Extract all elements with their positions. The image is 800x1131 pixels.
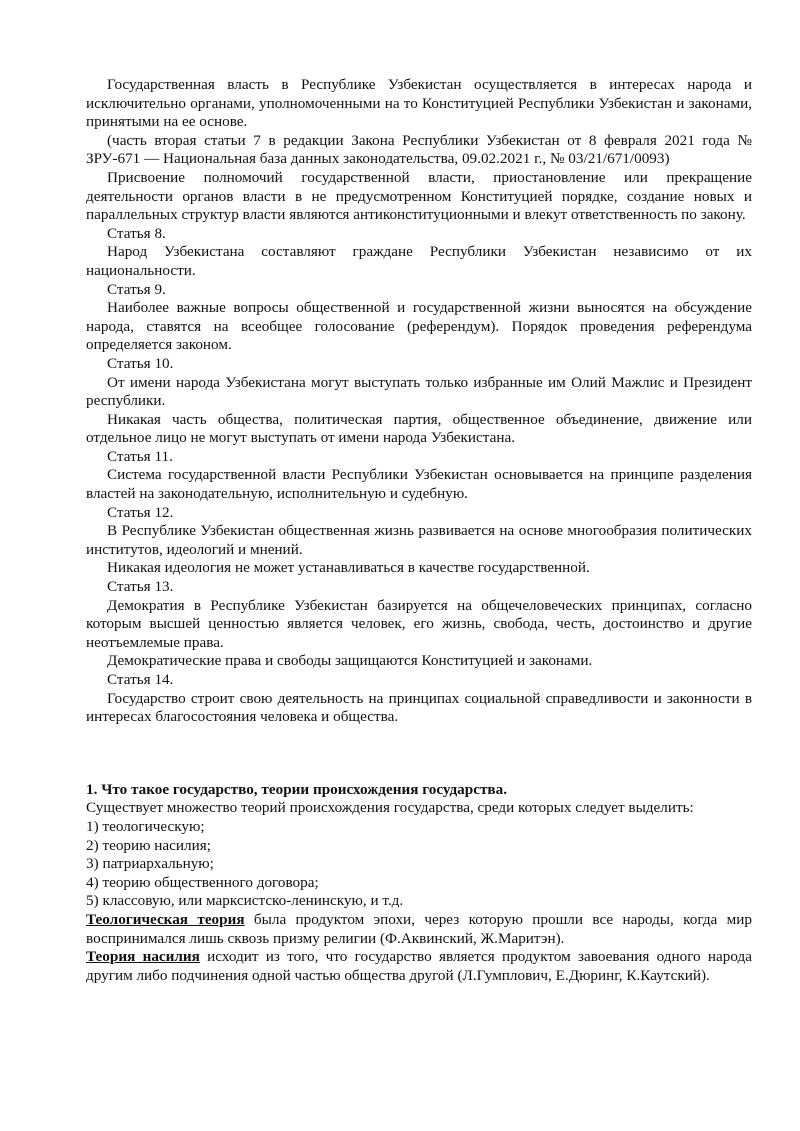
document-page	[86, 76, 752, 985]
paragraph: (часть вторая статьи 7 в редакции Закона Республики Узбекистан от 8 февраля 2021 года № ЗРУ-671 — Национальная база данных законодательства, 09.02.2021 г., № 03/21/671/0093)	[86, 131, 752, 168]
article-heading: Статья 10.	[107, 354, 174, 372]
paragraph: Народ Узбекистана составляют граждане Республики Узбекистан независимо от их национальности.	[86, 243, 752, 279]
list-item: 4) теорию общественного договора;	[86, 873, 319, 891]
article-heading: Статья 13.	[107, 578, 174, 596]
theology-paragraph	[86, 911, 752, 948]
list-item: 3) патриархальную;	[86, 855, 214, 873]
list-item: 2) теорию насилия;	[86, 836, 211, 854]
violence-paragraph	[86, 948, 752, 985]
paragraph: Наиболее важные вопросы общественной и государственной жизни выносятся на обсуждение народа, ставятся на всеобщее голосование (референдум). Порядок проведения референдума определяется законом.	[86, 299, 752, 354]
section-spacer	[86, 727, 752, 781]
paragraph: Никакая идеология не может устанавливаться в качестве государственной.	[107, 559, 590, 577]
section-intro: Существует множество теорий происхождения государства, среди которых следует выделить:	[86, 799, 694, 817]
paragraph: Государство строит свою деятельность на принципах социальной справедливости и законности в интересах благосостояния человека и общества.	[86, 689, 752, 726]
paragraph: Демократия в Республике Узбекистан базируется на общечеловеческих принципах, согласно которым высшей ценностью является человек, его жизнь, свобода, честь, достоинство и другие неотъемлемые права.	[86, 596, 752, 651]
paragraph: Присвоение полномочий государственной власти, приостановление или прекращение деятельности органов власти в не предусмотренном Конституцией порядке, создание новых и параллельных структур власти являются антиконституционными и влекут ответственность по закону.	[86, 168, 752, 224]
violence-text: исходит из того, что государство является продуктом завоевания одного народа другим либо подчинения одной частью общества другой (Л.Гумплович, Е.Дюринг, К.Каутский).	[86, 948, 752, 984]
article-heading: Статья 14.	[107, 671, 174, 688]
paragraph: Никакая часть общества, политическая партия, общественное объединение, движение или отдельное лицо не могут выступать от имени народа Узбекистана.	[86, 410, 752, 447]
section-title: 1. Что такое государство, теории происхождения государства.	[86, 780, 508, 798]
paragraph: Демократические права и свободы защищаются Конституцией и законами.	[107, 652, 593, 670]
list-item: 1) теологическую;	[86, 817, 205, 835]
theology-term: Теологическая теория	[86, 910, 245, 928]
paragraph: В Республике Узбекистан общественная жизнь развивается на основе многообразия политических институтов, идеологий и мнений.	[86, 522, 752, 558]
article-heading: Статья 9.	[107, 280, 166, 298]
article-heading: Статья 8.	[107, 224, 166, 242]
violence-term: Теория насилия	[86, 948, 200, 966]
article-heading: Статья 12.	[107, 503, 174, 521]
list-item: 5) классовую, или марксистско-ленинскую, и т.д.	[86, 892, 404, 910]
theology-text: была продуктом эпохи, через которую прошли все народы, когда мир воспринимался лишь сквозь призму религии (Ф.Аквинский, Ж.Маритэн).	[86, 910, 752, 947]
article-heading: Статья 11.	[107, 447, 173, 465]
paragraph: Государственная власть в Республике Узбекистан осуществляется в интересах народа и исключительно органами, уполномоченными на то Конституцией Республики Узбекистан и законами, принятыми на ее основе.	[86, 76, 752, 131]
paragraph: Система государственной власти Республики Узбекистан основывается на принципе разделения властей на законодательную, исполнительную и судебную.	[86, 466, 752, 503]
paragraph: От имени народа Узбекистана могут выступать только избранные им Олий Мажлис и Президент республики.	[86, 373, 752, 410]
